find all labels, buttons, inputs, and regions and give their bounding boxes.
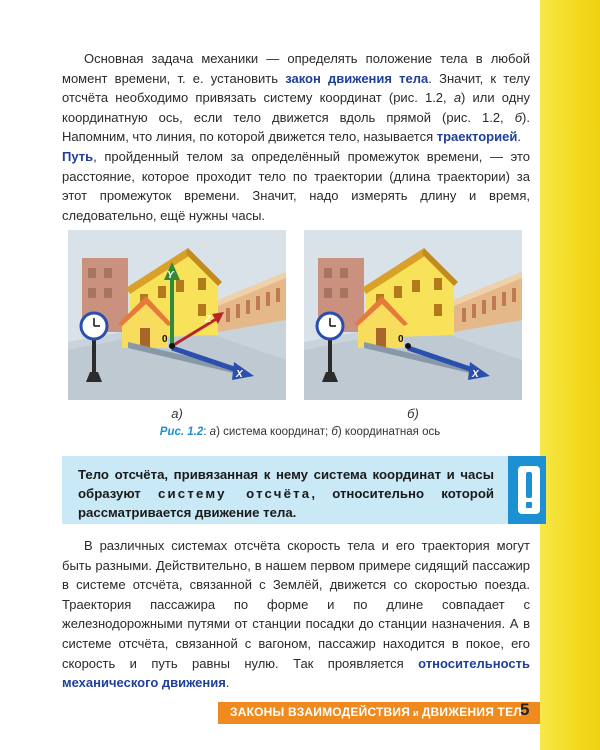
term-path: Путь [62, 148, 94, 164]
footer-chapter-title: ЗАКОНЫ ВЗАИМОДЕЙСТВИЯ и ДВИЖЕНИЯ ТЕЛ [230, 705, 522, 719]
origin-label: 0 [162, 334, 168, 345]
term-reference-frame: систему отсчёта [157, 486, 312, 501]
page-number: 5 [520, 700, 530, 719]
figure-a-label: а) [171, 406, 183, 421]
definition-box: Тело отсчёта, привязанная к нему система координат и часы образуют систему отсчёта, относительно которой рассматривается движение тела. [62, 456, 508, 524]
term-trajectory: траекторией [436, 129, 518, 145]
axis-x-label: X [236, 369, 243, 380]
axis-z-label: Z [205, 314, 212, 325]
figure-b-label: б) [407, 406, 419, 421]
axis-y-label: Y [167, 270, 174, 281]
term-relativity-of-motion: относительность механического движения [62, 655, 530, 691]
figure-b-coordinate-axis [304, 230, 522, 400]
figure-caption: Рис. 1.2: а) система координат; б) координатная ось [159, 426, 441, 438]
page-edge-strip [540, 0, 600, 750]
paragraph-2: В различных системах отсчёта скорость тела и его траектория могут быть разными. Действительно, в нашем первом примере сидящий пассажир в системе отсчёта, связанной с Землёй, движется со скоростью поезда. Траектория пассажира по форме и по длине совпадает с железнодорожными путями от станции посадки до станции назначения. А в системе отсчёта, связанной с вагоном, пассажир находится в покое, его скорость и путь равны нулю. Так проявляется относительность механического движения. [62, 538, 530, 691]
term-law-of-motion: закон движения тела [285, 70, 429, 86]
axis-x-label-b: X [472, 369, 479, 380]
figure-a-coordinate-system [68, 230, 286, 400]
exclamation-icon [516, 462, 542, 518]
origin-label-b: 0 [398, 334, 404, 345]
paragraph-1: Основная задача механики — определять положение тела в любой момент времени, т. е. установить закон движения тела. Значит, к телу отсчёта необходимо привязать систему координат (рис. 1.2, а) или одну координатную ось, если тело движется вдоль прямой (рис. 1.2, б). Напомним, что линия, по которой движется тело, называется траекторией. Путь, пройденный телом за определённый промежуток времени, — это расстояние, которое проходит тело по траектории (длина траектории) за этот промежуток времени. Значит, надо измерять длину и время, следовательно, ещё нужны часы. [62, 51, 531, 223]
